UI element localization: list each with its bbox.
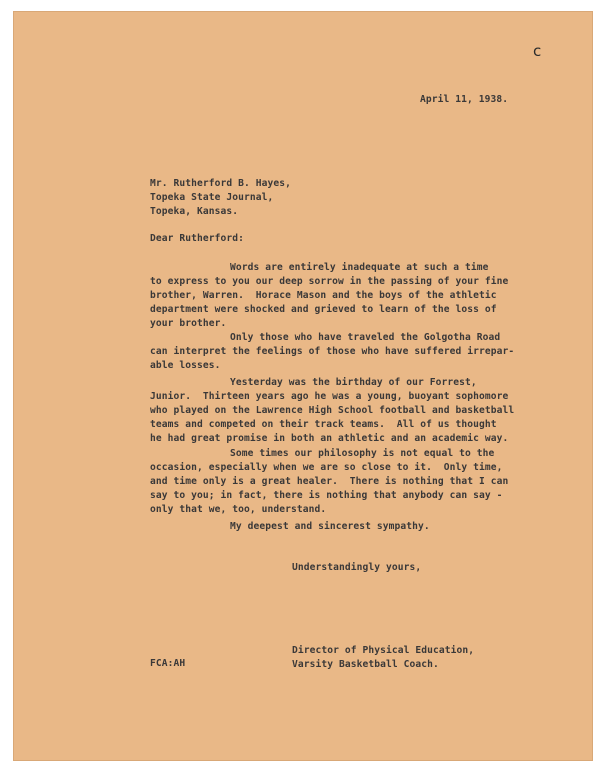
typist-initials: FCA:AH bbox=[150, 658, 186, 669]
salutation: Dear Rutherford: bbox=[150, 233, 245, 244]
body-line: brother, Warren. Horace Mason and the boys of the athletic bbox=[150, 290, 497, 301]
letter-page bbox=[14, 12, 592, 760]
body-line: Some times our philosophy is not equal to the bbox=[230, 448, 495, 459]
body-line: to express to you our deep sorrow in the passing of your fine bbox=[150, 276, 509, 287]
body-line: teams and competed on their track teams. All of us thought bbox=[150, 419, 497, 430]
recipient-line: Topeka, Kansas. bbox=[150, 206, 239, 217]
corner-handwritten-mark: c bbox=[533, 42, 542, 60]
body-line: can interpret the feelings of those who have suffered irrepar- bbox=[150, 346, 515, 357]
signature-line: Director of Physical Education, bbox=[292, 645, 475, 656]
closing: Understandingly yours, bbox=[292, 562, 422, 573]
body-line: able losses. bbox=[150, 360, 221, 371]
signature-line: Varsity Basketball Coach. bbox=[292, 659, 439, 670]
body-line: Only those who have traveled the Golgotha Road bbox=[230, 332, 501, 343]
body-line: Words are entirely inadequate at such a time bbox=[230, 262, 489, 273]
recipient-line: Topeka State Journal, bbox=[150, 192, 274, 203]
body-line: Junior. Thirteen years ago he was a young, buoyant sophomore bbox=[150, 391, 509, 402]
body-line: say to you; in fact, there is nothing that anybody can say - bbox=[150, 490, 503, 501]
body-line: only that we, too, understand. bbox=[150, 504, 327, 515]
letter-date: April 11, 1938. bbox=[420, 94, 509, 105]
body-line: he had great promise in both an athletic and an academic way. bbox=[150, 433, 509, 444]
body-line: Yesterday was the birthday of our Forrest, bbox=[230, 377, 477, 388]
body-line: who played on the Lawrence High School football and basketball bbox=[150, 405, 515, 416]
body-line: My deepest and sincerest sympathy. bbox=[230, 521, 430, 532]
body-line: your brother. bbox=[150, 318, 227, 329]
recipient-line: Mr. Rutherford B. Hayes, bbox=[150, 178, 292, 189]
body-line: occasion, especially when we are so close to it. Only time, bbox=[150, 462, 503, 473]
body-line: department were shocked and grieved to learn of the loss of bbox=[150, 304, 497, 315]
body-line: and time only is a great healer. There is nothing that I can bbox=[150, 476, 509, 487]
